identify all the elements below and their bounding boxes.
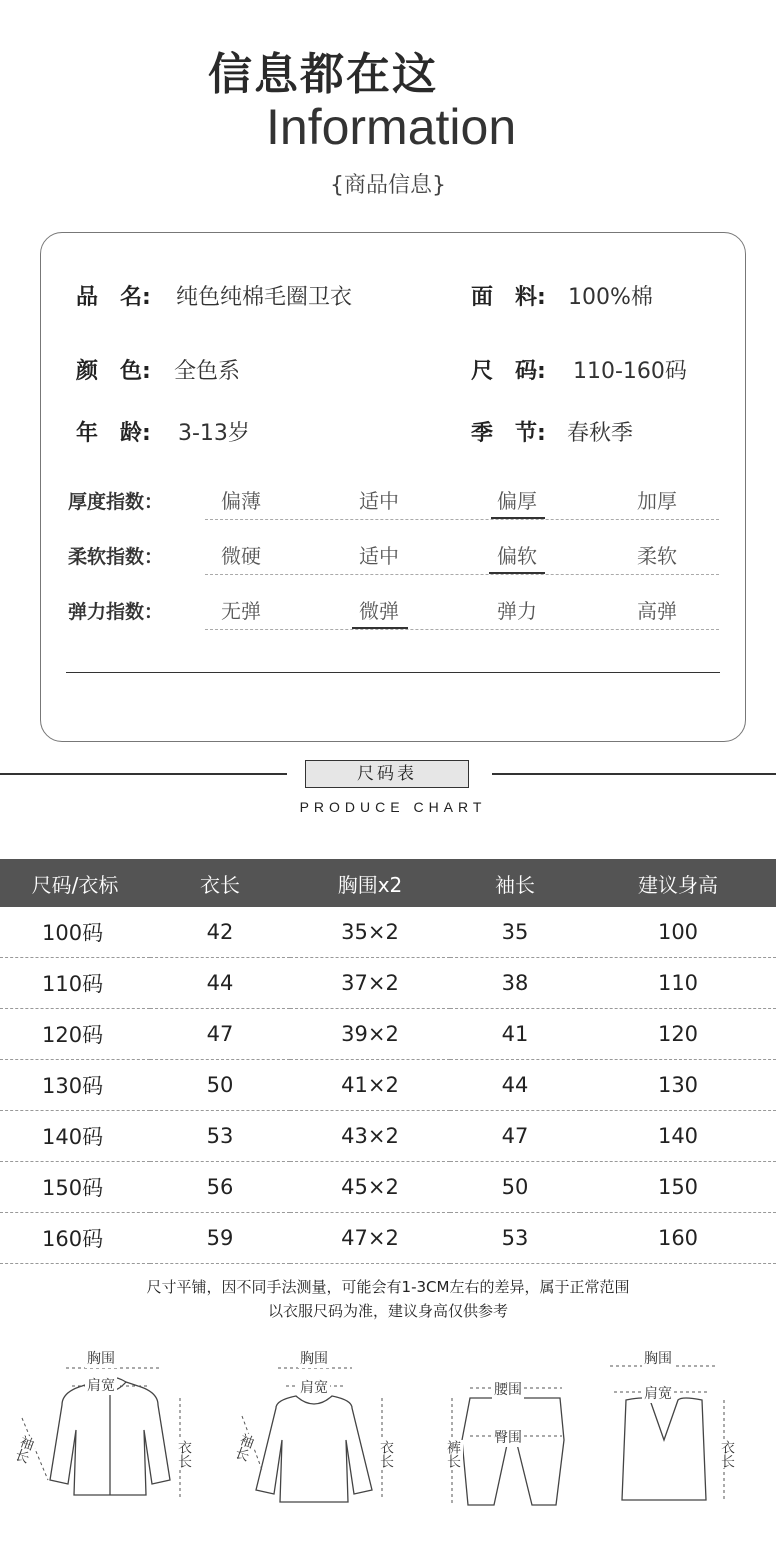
- table-row: [0, 1111, 776, 1162]
- chart-heading-line-left: [0, 773, 287, 775]
- sweater-length-label: 衣长: [378, 1440, 394, 1468]
- table-cell: 120: [580, 1009, 776, 1060]
- col-header-height: 建议身高: [580, 859, 776, 907]
- table-cell: 42: [150, 907, 290, 958]
- elasticity-scale-line: [205, 629, 719, 630]
- table-cell: 150码: [0, 1162, 150, 1213]
- pants-length-label: 裤长: [445, 1440, 461, 1468]
- size-value: 110-160码: [573, 359, 687, 384]
- elasticity-option-selected: 微弹: [359, 599, 399, 623]
- col-header-size: 尺码/衣标: [0, 859, 150, 907]
- name-value: 纯色纯棉毛圈卫衣: [176, 285, 353, 310]
- age-label: 年 龄:: [76, 421, 151, 446]
- thickness-option: 偏薄: [221, 489, 261, 513]
- size-label: 尺 码:: [471, 359, 546, 384]
- thickness-label: 厚度指数：: [68, 491, 164, 513]
- table-cell: 39×2: [290, 1009, 450, 1060]
- table-cell: 130码: [0, 1060, 150, 1111]
- softness-scale-line: [205, 574, 719, 575]
- sweater-sleeve-label: 袖长: [231, 1431, 257, 1463]
- table-row: [0, 1162, 776, 1213]
- page-title-cn: 信息都在这: [208, 49, 438, 100]
- thickness-option: 适中: [359, 489, 399, 513]
- season-value: 春秋季: [567, 421, 634, 446]
- table-cell: 50: [150, 1060, 290, 1111]
- elasticity-option: 高弹: [637, 599, 677, 623]
- fabric-value: 100%棉: [568, 285, 653, 310]
- table-header-row: [0, 859, 776, 907]
- page-title-en: Information: [266, 99, 517, 155]
- size-chart-subtitle: PRODUCE CHART: [299, 799, 487, 815]
- fabric-label: 面 料:: [471, 285, 546, 310]
- softness-label: 柔软指数：: [68, 546, 164, 568]
- elasticity-option: 弹力: [497, 599, 537, 623]
- softness-option: 适中: [359, 544, 399, 568]
- height-note: 以衣服尺码为准，建议身高仅供参考: [267, 1302, 508, 1320]
- color-label: 颜 色:: [76, 359, 151, 384]
- elasticity-selected-marker: [352, 627, 408, 629]
- table-cell: 100码: [0, 907, 150, 958]
- elasticity-option: 无弹: [221, 599, 261, 623]
- table-cell: 130: [580, 1060, 776, 1111]
- table-cell: 120码: [0, 1009, 150, 1060]
- softness-option-selected: 偏软: [497, 544, 537, 568]
- page-subtitle: {商品信息}: [330, 173, 446, 198]
- table-cell: 100: [580, 907, 776, 958]
- sweater-diagram: [256, 1396, 372, 1502]
- softness-option: 微硬: [221, 544, 261, 568]
- table-cell: 44: [150, 958, 290, 1009]
- table-cell: 37×2: [290, 958, 450, 1009]
- chart-heading-line-right: [492, 773, 776, 775]
- pants-hip-label: 臀围: [492, 1427, 524, 1447]
- pants-waist-label: 腰围: [492, 1379, 524, 1399]
- table-cell: 160码: [0, 1213, 150, 1264]
- table-cell: 41: [450, 1009, 580, 1060]
- thickness-scale-line: [205, 519, 719, 520]
- age-value: 3-13岁: [178, 421, 250, 446]
- sweater-chest-label: 胸围: [298, 1348, 330, 1368]
- table-cell: 45×2: [290, 1162, 450, 1213]
- table-row: [0, 1060, 776, 1111]
- hoodie-length-label: 衣长: [176, 1440, 192, 1468]
- table-cell: 53: [450, 1213, 580, 1264]
- table-cell: 140: [580, 1111, 776, 1162]
- softness-option: 柔软: [637, 544, 677, 568]
- thickness-selected-marker: [491, 517, 545, 519]
- thickness-option: 加厚: [637, 489, 677, 513]
- table-cell: 53: [150, 1111, 290, 1162]
- table-row: [0, 1009, 776, 1060]
- table-cell: 35: [450, 907, 580, 958]
- table-cell: 160: [580, 1213, 776, 1264]
- table-cell: 47×2: [290, 1213, 450, 1264]
- sweater-shoulder-label: 肩宽: [298, 1377, 330, 1397]
- col-header-chest: 胸围x2: [290, 859, 450, 907]
- col-header-sleeve: 袖长: [450, 859, 580, 907]
- table-cell: 35×2: [290, 907, 450, 958]
- table-cell: 43×2: [290, 1111, 450, 1162]
- vest-diagram: [622, 1398, 706, 1500]
- vest-chest-label: 胸围: [642, 1348, 674, 1368]
- info-divider: [66, 672, 720, 673]
- vest-length-label: 衣长: [719, 1440, 735, 1468]
- hoodie-chest-label: 胸围: [85, 1348, 117, 1368]
- hoodie-shoulder-label: 肩宽: [85, 1375, 117, 1395]
- size-chart-badge: 尺码表: [305, 760, 469, 788]
- table-cell: 47: [450, 1111, 580, 1162]
- col-header-length: 衣长: [150, 859, 290, 907]
- table-cell: 38: [450, 958, 580, 1009]
- softness-selected-marker: [489, 572, 545, 574]
- hoodie-sleeve-label: 袖长: [11, 1433, 37, 1465]
- table-cell: 50: [450, 1162, 580, 1213]
- table-row: [0, 907, 776, 958]
- table-cell: 150: [580, 1162, 776, 1213]
- season-label: 季 节:: [471, 421, 546, 446]
- table-row: [0, 1213, 776, 1264]
- table-cell: 110码: [0, 958, 150, 1009]
- table-cell: 56: [150, 1162, 290, 1213]
- size-table: [0, 859, 776, 1264]
- vest-shoulder-label: 肩宽: [642, 1383, 674, 1403]
- table-cell: 44: [450, 1060, 580, 1111]
- table-cell: 140码: [0, 1111, 150, 1162]
- name-label: 品 名:: [76, 285, 151, 310]
- table-cell: 59: [150, 1213, 290, 1264]
- color-value: 全色系: [174, 359, 241, 384]
- table-cell: 47: [150, 1009, 290, 1060]
- table-cell: 41×2: [290, 1060, 450, 1111]
- elasticity-label: 弹力指数：: [68, 601, 164, 623]
- thickness-option-selected: 偏厚: [497, 489, 537, 513]
- table-row: [0, 958, 776, 1009]
- measurement-note: 尺寸平铺，因不同手法测量，可能会有1-3CM左右的差异，属于正常范围: [146, 1278, 630, 1296]
- table-cell: 110: [580, 958, 776, 1009]
- pants-diagram: [462, 1398, 564, 1505]
